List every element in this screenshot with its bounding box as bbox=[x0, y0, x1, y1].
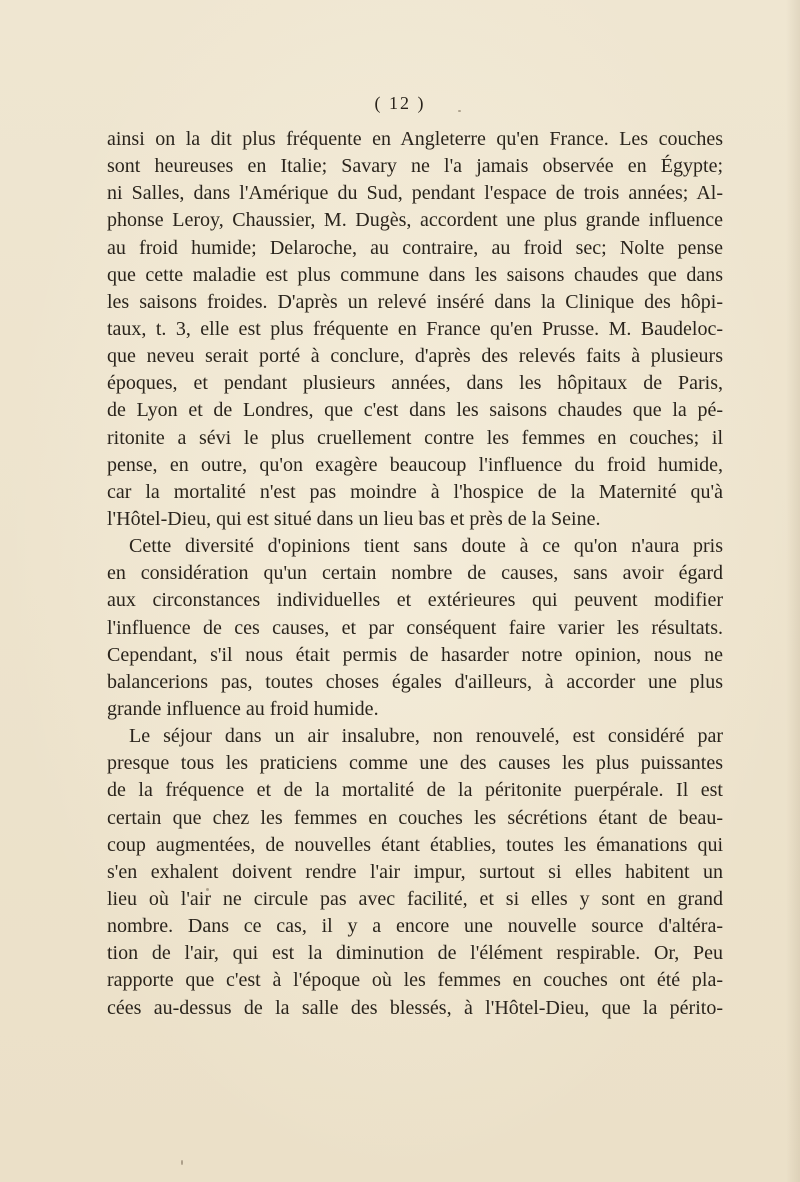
body-text bbox=[107, 126, 723, 1022]
text-line: Cependant, s'il nous était permis de hasarder notre opinion, nous ne bbox=[107, 643, 723, 666]
text-line: que cette maladie est plus commune dans les saisons chaudes que dans bbox=[107, 263, 723, 286]
text-line: au froid humide; Delaroche, au contraire, au froid sec; Nolte pense bbox=[107, 236, 723, 259]
paper-speck bbox=[206, 888, 209, 891]
text-line: ritonite a sévi le plus cruellement contre les femmes en couches; il bbox=[107, 426, 723, 449]
text-line: balancerions pas, toutes choses égales d'ailleurs, à accorder une plus bbox=[107, 670, 723, 693]
text-line: Le séjour dans un air insalubre, non renouvelé, est considéré par bbox=[129, 725, 723, 748]
text-line: nombre. Dans ce cas, il y a encore une nouvelle source d'altéra- bbox=[107, 915, 723, 938]
text-line: car la mortalité n'est pas moindre à l'hospice de la Maternité qu'à bbox=[107, 480, 723, 503]
text-line: taux, t. 3, elle est plus fréquente en France qu'en Prusse. M. Baudeloc- bbox=[107, 317, 723, 340]
text-line: pense, en outre, qu'on exagère beaucoup l'influence du froid humide, bbox=[107, 453, 723, 476]
text-line: phonse Leroy, Chaussier, M. Dugès, accordent une plus grande influence bbox=[107, 209, 723, 232]
page-edge-shadow bbox=[786, 0, 800, 1182]
text-line: rapporte que c'est à l'époque où les femmes en couches ont été pla- bbox=[107, 969, 723, 992]
text-line: de Lyon et de Londres, que c'est dans les saisons chaudes que la pé- bbox=[107, 399, 723, 422]
text-line: s'en exhalent doivent rendre l'air impur, surtout si elles habitent un bbox=[107, 860, 723, 883]
text-line: ni Salles, dans l'Amérique du Sud, pendant l'espace de trois années; Al- bbox=[107, 182, 723, 205]
text-line: certain que chez les femmes en couches les sécrétions étant de beau- bbox=[107, 806, 723, 829]
text-line: ainsi on la dit plus fréquente en Angleterre qu'en France. Les couches bbox=[107, 128, 723, 150]
text-line: les saisons froides. D'après un relevé inséré dans la Clinique des hôpi- bbox=[107, 290, 723, 313]
paper-speck bbox=[181, 1160, 183, 1165]
text-line: aux circonstances individuelles et extérieures qui peuvent modifier bbox=[107, 589, 723, 612]
text-line: en considération qu'un certain nombre de causes, sans avoir égard bbox=[107, 562, 723, 585]
text-line: cées au-dessus de la salle des blessés, à l'Hôtel-Dieu, que la périto- bbox=[107, 996, 723, 1019]
page-number: ( 12 ) bbox=[374, 93, 426, 113]
text-line: presque tous les praticiens comme une des causes les plus puissantes bbox=[107, 752, 723, 775]
text-line: coup augmentées, de nouvelles étant établies, toutes les émanations qui bbox=[107, 833, 723, 856]
text-line: tion de l'air, qui est la diminution de l'élément respirable. Or, Peu bbox=[107, 942, 723, 965]
text-line: époques, et pendant plusieurs années, dans les hôpitaux de Paris, bbox=[107, 372, 723, 395]
text-line: que neveu serait porté à conclure, d'après des relevés faits à plusieurs bbox=[107, 345, 723, 368]
text-line: l'influence de ces causes, et par conséquent faire varier les résultats. bbox=[107, 616, 723, 639]
text-line: lieu où l'air ne circule pas avec facilité, et si elles y sont en grand bbox=[107, 887, 723, 910]
text-line: Cette diversité d'opinions tient sans doute à ce qu'on n'aura pris bbox=[129, 535, 723, 558]
text-line: l'Hôtel-Dieu, qui est situé dans un lieu bas et près de la Seine. bbox=[107, 507, 601, 530]
text-line: grande influence au froid humide. bbox=[107, 697, 379, 720]
paper-speck bbox=[458, 110, 461, 112]
text-line: de la fréquence et de la mortalité de la péritonite puerpérale. Il est bbox=[107, 779, 723, 802]
text-line: sont heureuses en Italie; Savary ne l'a jamais observée en Égypte; bbox=[107, 155, 723, 178]
